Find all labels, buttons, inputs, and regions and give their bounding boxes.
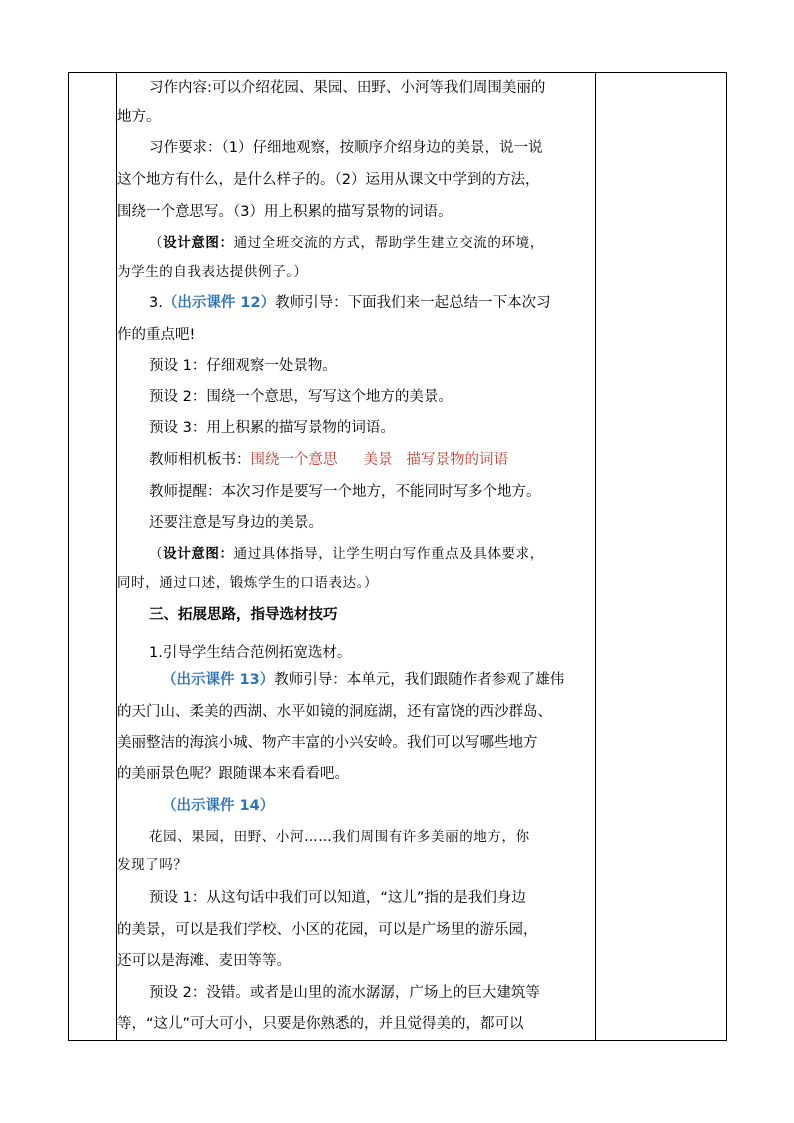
column-divider-right: [595, 73, 596, 1040]
writing-requirements-line: 这个地方有什么，是什么样子的。（2）运用从课文中学到的方法，: [117, 172, 540, 188]
step-3-line: 作的重点吧!: [117, 327, 196, 343]
courseware-tag: （出示课件 14）: [162, 798, 275, 814]
courseware-tag: （出示课件 13）: [162, 672, 275, 688]
preset-line: 还可以是海滩、麦田等等。: [117, 953, 291, 969]
design-intent-note: 同时，通过口述，锻炼学生的口语表达。）: [117, 575, 379, 591]
teacher-reminder-line: 教师提醒：本次习作是要写一个地方，不能同时写多个地方。: [149, 484, 541, 500]
board-writing-line: [149, 451, 508, 469]
lesson-table: [68, 72, 727, 1041]
section-heading: 三、拓展思路，指导选材技巧: [149, 607, 338, 623]
writing-requirements-line: 习作要求：（1）仔细地观察，按顺序介绍身边的美景，说一说: [149, 140, 543, 156]
board-item: 美景: [363, 452, 393, 468]
step-3-line: [149, 294, 551, 312]
courseware-13-line: 美丽整洁的海滨小城、物产丰富的小兴安岭。我们可以写哪些地方: [117, 735, 538, 751]
bracket: （: [149, 546, 164, 562]
design-intent-label: 设计意图：: [163, 546, 234, 562]
design-intent-label: 设计意图：: [163, 235, 234, 251]
preset-line: 预设 2：没错。或者是山里的流水潺潺，广场上的巨大建筑等: [149, 985, 540, 1001]
writing-requirements-line: 围绕一个意思写。（3）用上积累的描写景物的词语。: [117, 204, 453, 220]
design-intent-note: [149, 545, 544, 563]
preset-line: 预设 1：从这句话中我们可以知道，“这儿”指的是我们身边: [149, 890, 526, 906]
bracket: （: [149, 235, 164, 251]
board-item: 描写景物的词语: [406, 452, 508, 468]
preset-line: 预设 1：仔细观察一处景物。: [149, 358, 337, 374]
board-item: 围绕一个意思: [250, 452, 338, 468]
courseware-tag: （出示课件 12）: [162, 295, 276, 311]
preset-line: 等，“这儿”可大可小，只要是你熟悉的，并且觉得美的，都可以: [117, 1016, 524, 1032]
quoted-text-line: 发现了吗？: [117, 857, 188, 873]
teacher-reminder-line: 还要注意是写身边的美景。: [149, 515, 323, 531]
preset-line: 预设 3：用上积累的描写景物的词语。: [149, 420, 395, 436]
board-label: 教师相机板书：: [149, 452, 251, 468]
preset-line: 的美景，可以是我们学校、小区的花园，可以是广场里的游乐园，: [117, 922, 538, 938]
design-intent-note: [149, 234, 544, 252]
quoted-text-line: 花园、果园，田野、小河……我们周围有许多美丽的地方，你: [149, 829, 530, 845]
writing-content-line: 地方。: [117, 109, 161, 125]
step-1-line: 1.引导学生结合范例拓宽选材。: [149, 645, 352, 661]
courseware-13-line: 的天门山、柔美的西湖、水平如镜的洞庭湖，还有富饶的西沙群岛、: [117, 704, 552, 720]
design-intent-text: 通过全班交流的方式，帮助学生建立交流的环境，: [233, 235, 544, 251]
preset-line: 预设 2：围绕一个意思，写写这个地方的美景。: [149, 389, 453, 405]
step-number: 3.: [149, 295, 163, 311]
design-intent-note: 为学生的自我表达提供例子。）: [117, 264, 308, 280]
writing-content-line: 习作内容:可以介绍花园、果园、田野、小河等我们周围美丽的: [149, 80, 546, 96]
step-text: 教师引导：本单元，我们跟随作者参观了雄伟: [274, 672, 565, 688]
courseware-13-line: 的美丽景色呢？跟随课本来看看吧。: [117, 766, 349, 782]
design-intent-text: 通过具体指导，让学生明白写作重点及具体要求，: [233, 546, 544, 562]
step-text: 教师引导：下面我们来一起总结一下本次习: [275, 295, 551, 311]
courseware-13-line: [162, 671, 564, 689]
